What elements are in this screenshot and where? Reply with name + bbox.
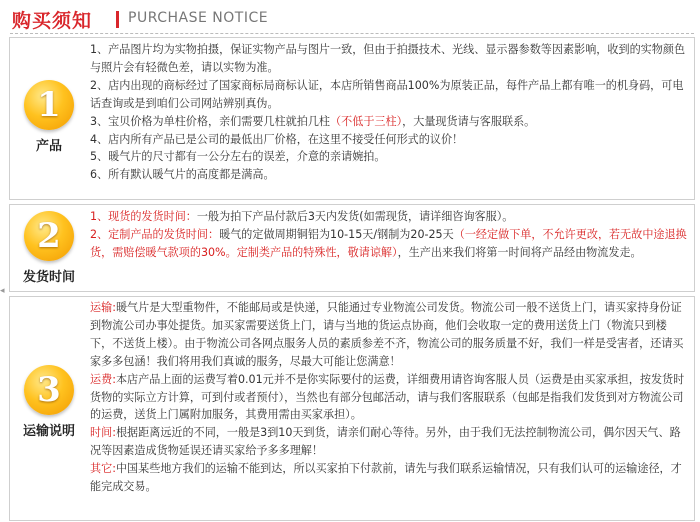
notice-item: 6、所有默认暖气片的高度都是满高。 <box>90 168 275 182</box>
notice-label: 时间: <box>90 426 116 440</box>
section-badge <box>20 211 78 285</box>
notice-item <box>90 226 688 262</box>
notice-text: 暖气片是大型重物件，不能邮局或是快递，只能通过专业物流公司发货。物流公司一般不送货上门，请买家持身份证到物流公司办事处提货。加买家需要送货上门，请与当地的货运点协商，他们会收取一定的费用送货上门（物流只到楼下，不送货上楼）。由于物流公司各网点服务人员的素质参差不齐，物流公司的服务质量不好，我们一样是受害者，还请买家多多包涵！我们将用我们真诚的服务，尽最大可能让您满意！ <box>90 301 684 368</box>
notice-item <box>90 424 688 460</box>
number-badge-icon: 3 <box>24 365 74 415</box>
notice-label: 其它: <box>90 462 116 476</box>
section-product <box>9 37 695 200</box>
left-arrow-icon[interactable]: ◂ <box>0 286 5 296</box>
section-shipping-time <box>9 204 695 292</box>
notice-text: 3、宝贝价格为单柱价格，亲们需要几柱就拍几柱 <box>90 114 331 128</box>
number-badge-icon: 1 <box>24 80 74 130</box>
section-label: 运输说明 <box>22 424 75 439</box>
title-separator <box>116 11 119 28</box>
notice-text: 一般为拍下产品付款后3天内发货(如需现货，请详细咨询客服）。 <box>196 210 514 223</box>
notice-text: 暖气的定做周期铜铝为10-15天/钢制为20-25天 <box>219 227 454 241</box>
section-content <box>90 41 688 184</box>
notice-text: 本店产品上面的运费写着0.01元并不是你实际要付的运费，详细费用请咨询客服人员（运费是由买家承担，按发货时货物的实际立方计算，可到付或者预付），当然也有部分包邮活动，请与我们客服联系（包邮是指我们发货到对方物流公司的运费，送货上门属附加服务，其费用需由买家承担）。 <box>90 372 685 422</box>
notice-item <box>90 460 688 496</box>
section-label: 发货时间 <box>22 270 75 285</box>
notice-label: 运输: <box>90 301 116 314</box>
section-content <box>90 299 688 496</box>
notice-label: 1、现货的发货时间： <box>90 210 197 223</box>
notice-label: 运费: <box>90 372 116 386</box>
notice-highlight: （一经定做下单，不允许更改，若无故中途退换货，需赔偿暖气款项的30%。定制类产品的特殊性，敬请谅解） <box>90 227 687 259</box>
notice-text: 根据距离远近的不同，一般是3到10天到货，请亲们耐心等待。另外，由于我们无法控制物流公司，偶尔因天气、路况等因素造成货物延误还请买家给予多多理解！ <box>90 426 681 458</box>
page-title: 购买须知 <box>12 10 93 32</box>
header-divider <box>10 33 694 34</box>
notice-item: 2、店内出现的商标经过了国家商标局商标认证，本店所销售商品100%为原装正品，每件产品上都有唯一的机身码，可电话查询或是到咱们公司网站辨别真伪。 <box>90 78 684 110</box>
notice-highlight: （不低于三柱） <box>330 114 403 128</box>
header <box>0 0 700 34</box>
notice-item: 5、暖气片的尺寸都有一公分左右的误差，介意的亲请婉拍。 <box>90 150 386 164</box>
section-badge <box>20 80 78 154</box>
notice-item <box>90 113 688 131</box>
notice-item <box>90 299 688 371</box>
page-subtitle: PURCHASE NOTICE <box>128 10 269 26</box>
section-badge <box>20 365 78 439</box>
number-badge-icon: 2 <box>24 211 74 261</box>
notice-text: ，大量现货请与客服联系。 <box>402 114 536 128</box>
notice-item: 4、店内所有产品已是公司的最低出厂价格，在这里不接受任何形式的议价！ <box>90 132 464 146</box>
notice-text: ，生产出来我们将第一时间将产品经由物流发走。 <box>397 245 642 259</box>
notice-text: 中国某些地方我们的运输不能到达，所以买家拍下付款前，请先与我们联系运输情况，只有我们认可的运输途径，才能完成交易。 <box>90 462 682 494</box>
notice-item <box>90 371 688 425</box>
section-label: 产品 <box>35 139 62 154</box>
section-content <box>90 208 688 262</box>
notice-item <box>90 208 688 226</box>
notice-item: 1、产品图片均为实物拍摄，保证实物产品与图片一致，但由于拍摄技术、光线、显示器参数等因素影响，收到的实物颜色与照片会有轻微色差，请以实物为准。 <box>90 43 686 74</box>
section-transport <box>9 296 695 521</box>
notice-label: 2、定制产品的发货时间： <box>90 227 220 241</box>
